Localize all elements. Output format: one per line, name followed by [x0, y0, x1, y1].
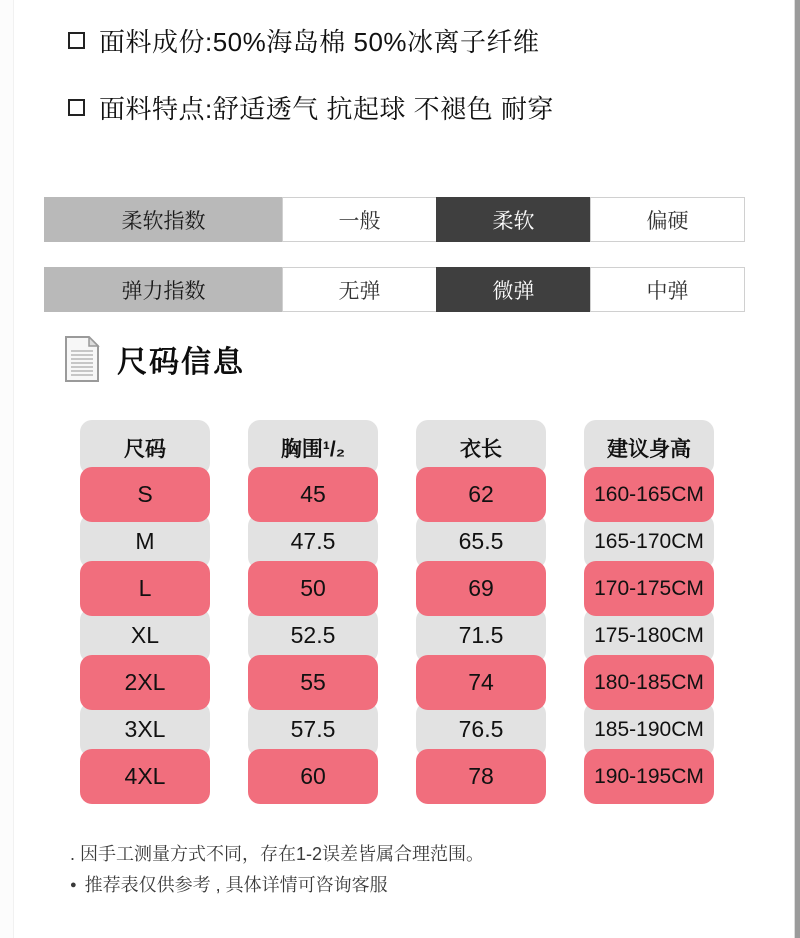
table-cell: 160-165CM	[584, 467, 714, 522]
column-header-size: 尺码	[80, 420, 210, 475]
page-left-edge	[0, 0, 14, 938]
elasticity-index-label: 弹力指数	[44, 267, 283, 312]
elasticity-option-slight-selected: 微弹	[436, 267, 591, 312]
table-cell: 57.5	[248, 702, 378, 757]
size-table-column-length	[416, 420, 546, 796]
softness-option-soft-selected: 柔软	[436, 197, 591, 242]
note-prefix: .	[70, 844, 76, 864]
table-cell: 62	[416, 467, 546, 522]
table-cell: 165-170CM	[584, 514, 714, 569]
measurement-note-text: 因手工测量方式不同，存在1-2误差皆属合理范围。	[80, 844, 485, 864]
table-cell: 71.5	[416, 608, 546, 663]
table-cell: 55	[248, 655, 378, 710]
table-cell: M	[80, 514, 210, 569]
softness-option-hard: 偏硬	[590, 197, 745, 242]
table-cell: 170-175CM	[584, 561, 714, 616]
size-info-title: 尺码信息	[117, 346, 245, 379]
column-header-chest: 胸围¹/₂	[248, 420, 378, 475]
table-cell: 60	[248, 749, 378, 804]
table-cell: 65.5	[416, 514, 546, 569]
fabric-features-text: 面料特点:舒适透气 抗起球 不褪色 耐穿	[99, 94, 554, 124]
table-cell: S	[80, 467, 210, 522]
table-cell: XL	[80, 608, 210, 663]
table-cell: 175-180CM	[584, 608, 714, 663]
softness-option-normal: 一般	[282, 197, 437, 242]
fabric-features-line	[68, 89, 554, 126]
size-table	[80, 420, 714, 796]
size-table-column-chest	[248, 420, 378, 796]
table-cell: 78	[416, 749, 546, 804]
softness-index-label: 柔软指数	[44, 197, 283, 242]
table-cell: 185-190CM	[584, 702, 714, 757]
table-cell: 47.5	[248, 514, 378, 569]
table-cell: 45	[248, 467, 378, 522]
table-cell: 69	[416, 561, 546, 616]
fabric-composition-text: 面料成份:50%海岛棉 50%冰离子纤维	[99, 27, 540, 57]
elasticity-option-none: 无弹	[282, 267, 437, 312]
dot-bullet-icon: ●	[70, 879, 77, 891]
table-cell: 52.5	[248, 608, 378, 663]
scrollbar[interactable]	[794, 0, 800, 938]
square-bullet-icon	[68, 32, 85, 49]
reference-note	[70, 871, 388, 897]
size-info-heading	[63, 336, 245, 382]
column-header-height: 建议身高	[584, 420, 714, 475]
measurement-note	[70, 840, 484, 866]
elasticity-option-medium: 中弹	[590, 267, 745, 312]
reference-note-text: 推荐表仅供参考 , 具体详情可咨询客服	[84, 875, 388, 895]
elasticity-index-bar	[44, 267, 745, 312]
document-icon	[63, 336, 101, 382]
table-cell: 74	[416, 655, 546, 710]
size-table-column-height	[584, 420, 714, 796]
table-cell: 50	[248, 561, 378, 616]
table-cell: 190-195CM	[584, 749, 714, 804]
softness-index-bar	[44, 197, 745, 242]
table-cell: 76.5	[416, 702, 546, 757]
table-cell: 2XL	[80, 655, 210, 710]
table-cell: 3XL	[80, 702, 210, 757]
size-table-column-size	[80, 420, 210, 796]
square-bullet-icon	[68, 99, 85, 116]
column-header-length: 衣长	[416, 420, 546, 475]
table-cell: L	[80, 561, 210, 616]
table-cell: 180-185CM	[584, 655, 714, 710]
fabric-composition-line	[68, 22, 540, 59]
table-cell: 4XL	[80, 749, 210, 804]
